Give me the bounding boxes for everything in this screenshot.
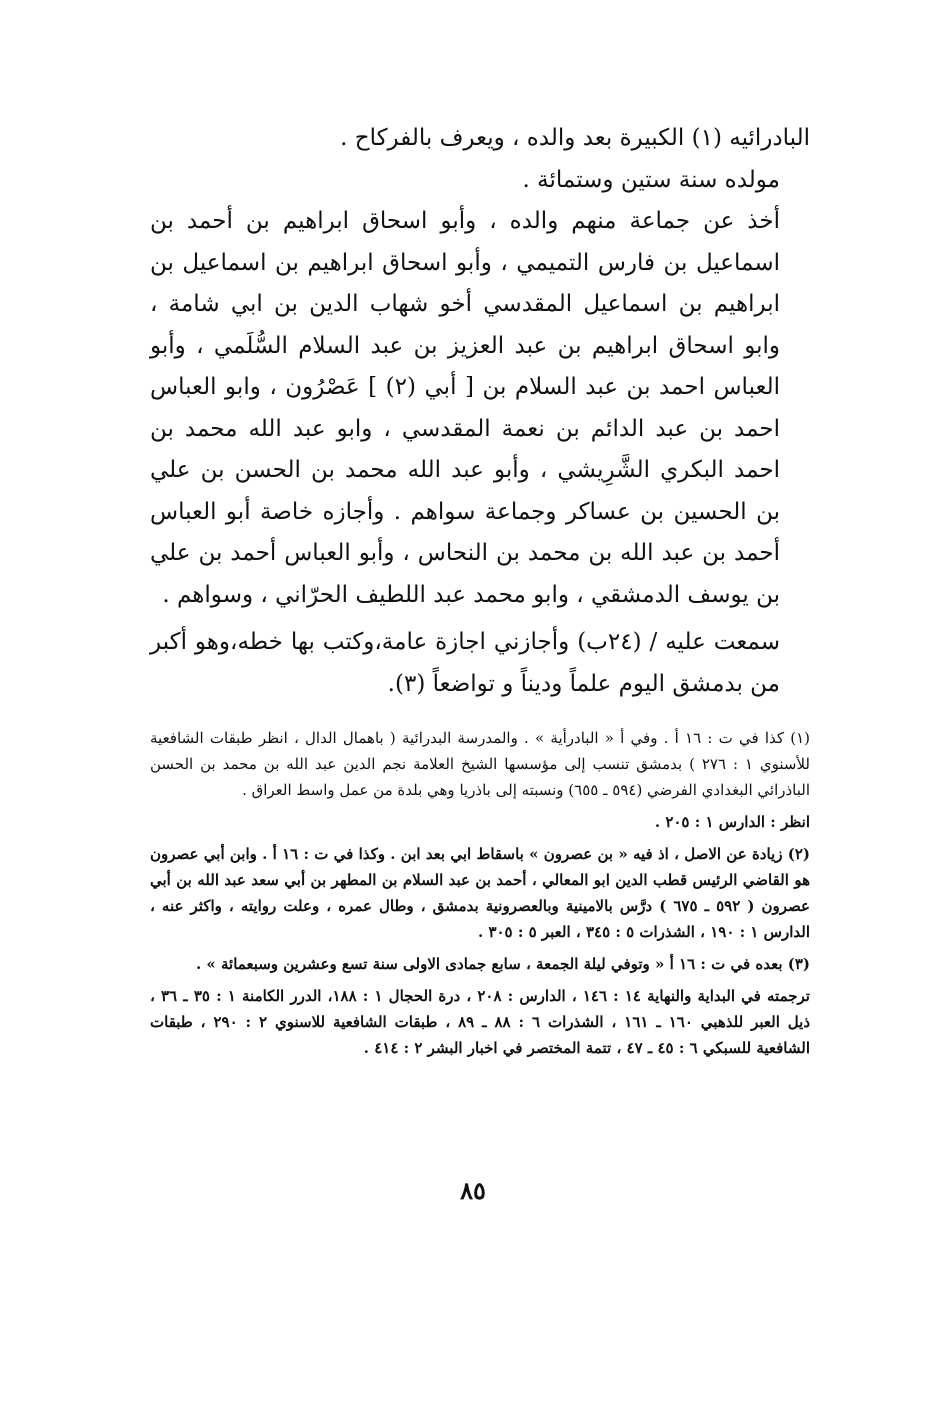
footnote-3: (٣) بعده في ت : ١٦ أ « وتوفي ليلة الجمعة ، سابع جمادى الاولى سنة تسع وعشرين وسبعمائة » . (195, 955, 810, 973)
biography-references: ترجمته في البداية والنهاية ١٤ : ١٤٦ ، الدارس : ٢٠٨ ، درة الحجال ١ : ١٨٨، الدرر الكامنة ١ : ٣٥ ـ ٣٦ ، ذيل العبر للذهبي ١٦٠ ـ ١٦١ ، الشذرات ٦ : ٨٨ ـ ٨٩ ، طبقات الشافعية للاسنوي ٢ : ٢٩٠ ، طبقات الشافعية للسبكي ٦ : ٤٥ ـ ٤٧ ، تتمة المختصر في اخبار البشر ٢ : ٤١٤ . (150, 987, 811, 1057)
paragraph-teachers: أخذ عن جماعة منهم والده ، وأبو اسحاق ابراهيم بن أحمد بن اسماعيل بن فارس التميمي ، وأبو اسحاق ابراهيم بن اسماعيل بن ابراهيم بن اسماعيل المقدسي أخو شهاب الدين بن ابي شامة ، وابو اسحاق ابراهيم بن عبد العزيز بن عبد السلام السُّلَمي ، وأبو العباس احمد بن عبد السلام بن [ أبي (٢) ] عَصْرُون ، وابو العباس احمد بن عبد الدائم بن نعمة المقدسي ، وابو عبد الله محمد بن احمد البكري الشَّرِيشي ، وأبو عبد الله محمد بن الحسن بن علي بن الحسين بن عساكر وجماعة سواهم . وأجازه خاصة أبو العباس أحمد بن عبد الله بن محمد بن النحاس ، وأبو العباس أحمد بن علي بن يوسف الدمشقي ، وابو محمد عبد اللطيف الحرّاني ، وسواهم . (150, 208, 781, 608)
paragraph-birth: مولده سنة ستين وستمائة . (522, 166, 780, 193)
paragraph-continuation: البادرائيه (١) الكبيرة بعد والده ، ويعرف بالفركاح . (340, 125, 810, 151)
footnotes (150, 725, 810, 1067)
footnote-1-reference: انظر : الدارس ١ : ٢٠٥ . (654, 813, 810, 831)
paragraph-audition: سمعت عليه / (٢٤ب) وأجازني اجازة عامة،وكتب بها خطه،وهو أكبر من بدمشق اليوم علماً وديناً و تواضعاً (٣). (150, 629, 780, 697)
footnote-1: (١) كذا في ت : ١٦ أ . وفي أ « البادرأية » . والمدرسة البدرائية ( باهمال الدال ، انظر طبقات الشافعية للأسنوي ١ : ٢٧٦ ) بدمشق تنسب إلى مؤسسها الشيخ العلامة نجم الدين عبد الله بن محمد بن الحسن الباذرائي البغدادي الفرضي (٥٩٤ ـ ٦٥٥) ونسبته إلى باذريا وهي بلدة من عمل واسط العراق . (150, 729, 810, 799)
footnote-2: (٢) زيادة عن الاصل ، اذ فيه « بن عصرون » باسقاط ابي بعد ابن . وكذا في ت : ١٦ أ . وابن أبي عصرون هو القاضي الرئيس قطب الدين ابو المعالي ، أحمد بن عبد السلام بن المطهر بن أبي سعد عبد الله بن أبي عصرون ( ٥٩٢ ـ ٦٧٥ ) درَّس بالامينية وبالعصرونية بدمشق ، وطال عمره ، وعلت روايته ، واكثر عنه ، الدارس ١ : ١٩٠ ، الشذرات ٥ : ٣٤٥ ، العبر ٥ : ٣٠٥ . (150, 845, 811, 941)
main-text (150, 118, 810, 705)
page-number: ٨٥ (460, 1176, 486, 1205)
